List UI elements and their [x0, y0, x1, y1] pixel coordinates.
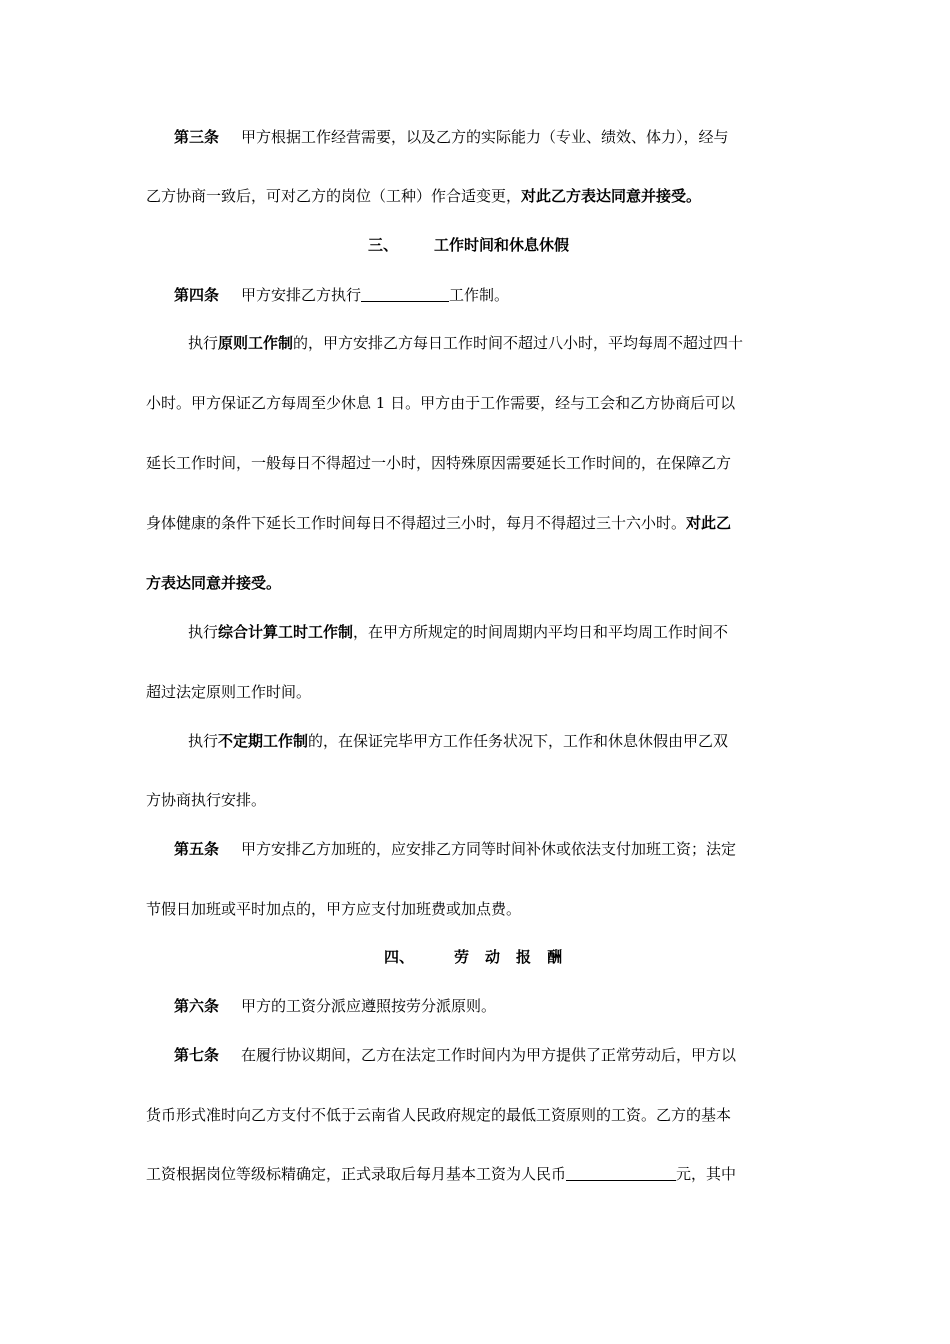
section-3-heading	[368, 234, 569, 256]
section-4-char-3: 报	[516, 948, 532, 966]
article-7-text-2: 货币形式准时向乙方支付不低于云南省人民政府规定的最低工资原则的工资。乙方的基本	[146, 1106, 732, 1124]
flexible-hours-line-1	[188, 730, 728, 752]
article-4-pre: 甲方安排乙方执行	[241, 286, 362, 304]
article-5-text-1: 甲方安排乙方加班的，应安排乙方同等时间补休或依法支付加班工资；法定	[241, 840, 737, 858]
article-6-line	[174, 995, 496, 1017]
article-5-text-2: 节假日加班或平时加点的，甲方应支付加班费或加点费。	[146, 900, 522, 918]
article-3-line-2	[146, 185, 701, 207]
flexible-hours-term: 不定期工作制	[218, 732, 309, 750]
section-4-char-1: 劳	[454, 948, 470, 966]
section-4-char-4: 酬	[547, 948, 563, 966]
article-7-label: 第七条	[174, 1046, 220, 1064]
article-4-label: 第四条	[174, 286, 220, 304]
comprehensive-hours-line-1	[188, 621, 728, 643]
standard-hours-bold-2: 方表达同意并接受。	[146, 574, 282, 592]
standard-hours-pre: 执行	[188, 334, 219, 352]
article-7-text-1: 在履行协议期间，乙方在法定工作时间内为甲方提供了正常劳动后，甲方以	[241, 1046, 737, 1064]
comprehensive-hours-pre: 执行	[188, 623, 219, 641]
article-5-line-1	[174, 838, 736, 860]
article-3-text-2: 乙方协商一致后，可对乙方的岗位（工种）作合适变更，	[146, 187, 522, 205]
section-4-number: 四、	[384, 948, 415, 966]
standard-hours-line-5	[146, 572, 281, 594]
article-7-line-3	[146, 1163, 736, 1185]
section-4-heading	[384, 946, 562, 968]
article-4-post: 工作制。	[449, 286, 510, 304]
comprehensive-hours-term: 综合计算工时工作制	[218, 623, 354, 641]
base-salary-blank	[566, 1165, 676, 1181]
section-4-char-2: 动	[485, 948, 501, 966]
standard-hours-term: 原则工作制	[218, 334, 294, 352]
standard-hours-line-4	[146, 512, 731, 534]
section-3-number: 三、	[368, 236, 399, 254]
standard-hours-line-1	[188, 332, 743, 354]
article-3-bold: 对此乙方表达同意并接受。	[521, 187, 702, 205]
article-3-label: 第三条	[174, 128, 220, 146]
standard-hours-text-4: 身体健康的条件下延长工作时间每日不得超过三小时，每月不得超过三十六小时。	[146, 514, 687, 532]
article-5-label: 第五条	[174, 840, 220, 858]
work-system-blank	[361, 286, 449, 302]
article-5-line-2	[146, 898, 521, 920]
flexible-hours-text-1: 的，在保证完毕甲方工作任务状况下，工作和休息休假由甲乙双	[308, 732, 729, 750]
article-7-text-3: 工资根据岗位等级标精确定，正式录取后每月基本工资为人民币	[146, 1165, 567, 1183]
article-3-text-1: 甲方根据工作经营需要，以及乙方的实际能力（专业、绩效、体力），经与	[241, 128, 729, 146]
article-4-line	[174, 284, 509, 306]
standard-hours-bold-1: 对此乙	[686, 514, 732, 532]
flexible-hours-line-2	[146, 789, 266, 811]
flexible-hours-text-2: 方协商执行安排。	[146, 791, 267, 809]
comprehensive-hours-line-2	[146, 681, 311, 703]
comprehensive-hours-text-1: ，在甲方所规定的时间周期内平均日和平均周工作时间不	[353, 623, 729, 641]
article-7-line-1	[174, 1044, 736, 1066]
standard-hours-line-3	[146, 452, 731, 474]
standard-hours-text-2: 小时。甲方保证乙方每周至少休息 1 日。甲方由于工作需要，经与工会和乙方协商后可以	[146, 394, 736, 412]
standard-hours-text-1: 的，甲方安排乙方每日工作时间不超过八小时，平均每周不超过四十	[293, 334, 744, 352]
comprehensive-hours-text-2: 超过法定原则工作时间。	[146, 683, 312, 701]
standard-hours-text-3: 延长工作时间，一般每日不得超过一小时，因特殊原因需要延长工作时间的，在保障乙方	[146, 454, 732, 472]
flexible-hours-pre: 执行	[188, 732, 219, 750]
article-6-text: 甲方的工资分派应遵照按劳分派原则。	[241, 997, 497, 1015]
standard-hours-line-2	[146, 392, 735, 414]
article-3-line-1	[174, 126, 729, 148]
article-7-line-2	[146, 1104, 731, 1126]
section-3-title: 工作时间和休息休假	[434, 236, 570, 254]
article-6-label: 第六条	[174, 997, 220, 1015]
article-7-text-3-post: 元，其中	[676, 1165, 737, 1183]
